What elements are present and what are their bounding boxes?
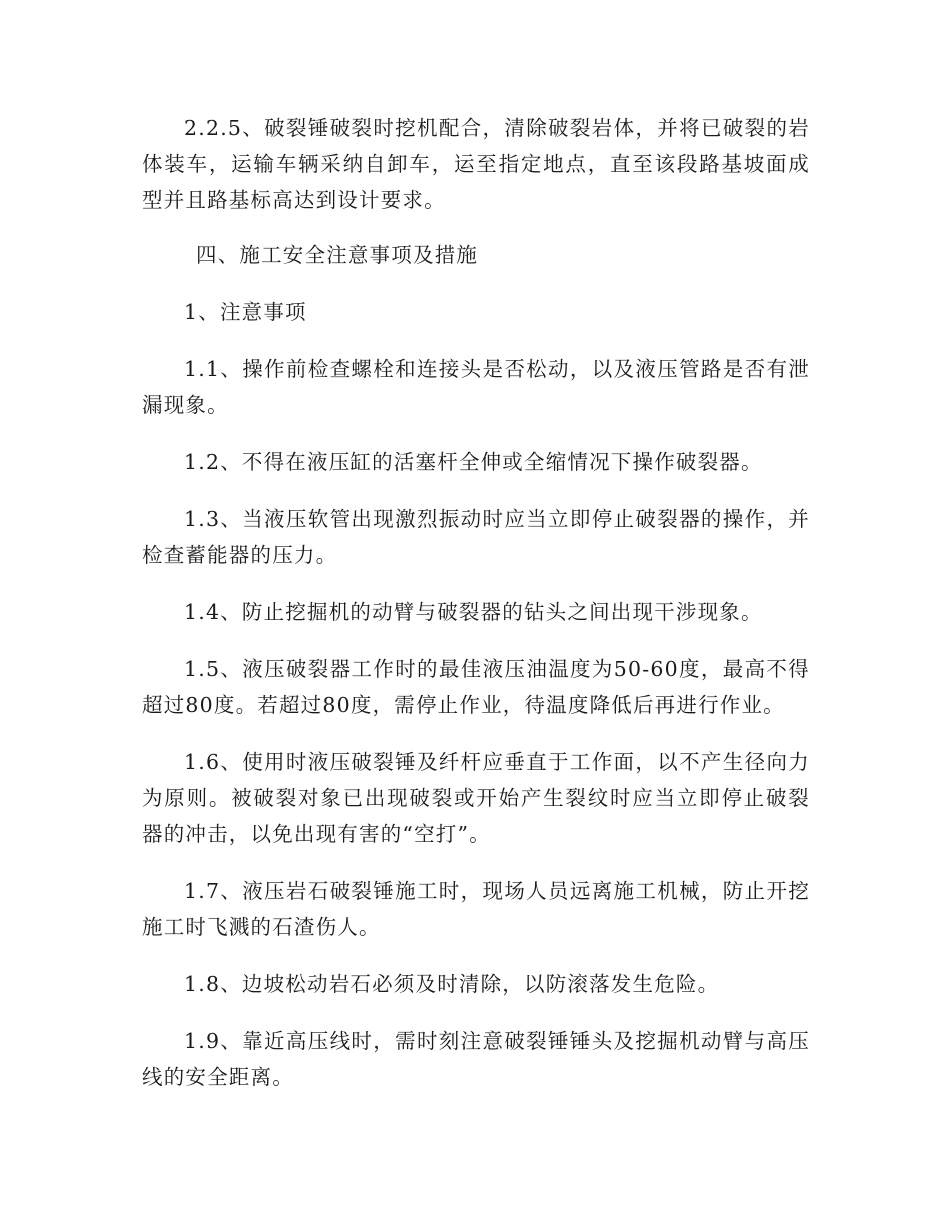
- paragraph-2-2-5: 2.2.5、破裂锤破裂时挖机配合，清除破裂岩体，并将已破裂的岩体装车，运输车辆采纳自卸车，运至指定地点，直至该段路基坡面成型并且路基标高达到设计要求。: [142, 116, 810, 212]
- paragraph-1-4: 1.4、防止挖掘机的动臂与破裂器的钻头之间出现干涉现象。: [184, 600, 763, 624]
- section-heading-safety: 四、施工安全注意事项及措施: [196, 243, 479, 267]
- paragraph-1-8: 1.8、边坡松动岩石必须及时清除，以防滚落发生危险。: [184, 972, 720, 996]
- paragraph-1-7: 1.7、液压岩石破裂锤施工时，现场人员远离施工机械，防止开挖施工时飞溅的石渣伤人。: [142, 879, 810, 939]
- paragraph-1-1: 1.1、操作前检查螺栓和连接头是否松动，以及液压管路是否有泄漏现象。: [142, 357, 810, 417]
- paragraph-1-2: 1.2、不得在液压缸的活塞杆全伸或全缩情况下操作破裂器。: [184, 450, 763, 474]
- paragraph-1-5: 1.5、液压破裂器工作时的最佳液压油温度为50-60度，最高不得超过80度。若超过80度，需停止作业，待温度降低后再进行作业。: [142, 657, 810, 717]
- subsection-heading-notes: 1、注意事项: [184, 300, 307, 324]
- paragraph-1-3: 1.3、当液压软管出现激烈振动时应当立即停止破裂器的操作，并检查蓄能器的压力。: [142, 507, 810, 567]
- paragraph-1-6: 1.6、使用时液压破裂锤及纤杆应垂直于工作面，以不产生径向力为原则。被破裂对象已出现破裂或开始产生裂纹时应当立即停止破裂器的冲击，以免出现有害的“空打”。: [142, 750, 810, 846]
- paragraph-1-9: 1.9、靠近高压线时，需时刻注意破裂锤锤头及挖掘机动臂与高压线的安全距离。: [142, 1029, 810, 1089]
- document-body: [142, 110, 810, 1116]
